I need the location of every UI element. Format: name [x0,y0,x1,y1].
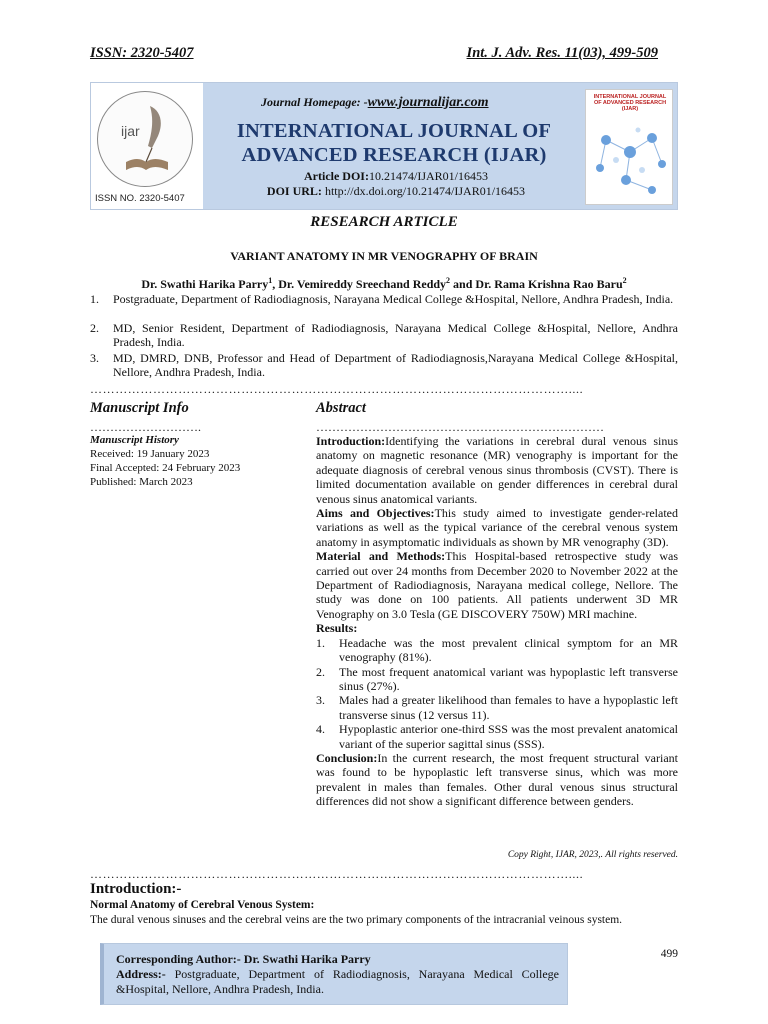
corresponding-address [116,967,559,997]
result-text: The most frequent anatomical variant was hypoplastic left transverse sinus (27%). [339,664,678,693]
aims-text: This study aimed to investigate gender-related variations as well as the typical variance of the cerebral venous system anatomy in asymptomatic individuals as shown by MR venography (3D). [316,506,678,549]
result-number: 4. [316,722,325,737]
affiliation-item [90,292,678,306]
abstract-body [316,434,678,809]
result-number: 3. [316,693,325,708]
manuscript-info-heading: Manuscript Info [90,400,189,416]
author-affiliation-mark: 1 [268,276,273,285]
author-list [90,276,678,292]
molecule-graphic [586,90,673,205]
manuscript-dots: ………………………. [90,420,201,434]
corresponding-author-label: Corresponding Author:- Dr. Swathi Harika Parry [116,952,371,966]
separator-line: …………………………………………………………………………………………………….... [90,867,584,881]
author-separator: , [272,277,279,291]
article-doi [211,169,581,184]
doi-url-label: DOI URL: [266,184,322,198]
journal-banner [90,82,678,210]
homepage-link[interactable]: www.journalijar.com [367,95,489,110]
introduction-label: Introduction: [316,434,386,448]
methods-label: Material and Methods: [316,549,446,564]
author-name: Dr. Rama Krishna Rao Baru [475,277,623,291]
result-item [316,722,678,751]
address-text: Postgraduate, Department of Radiodiagnosis, Narayana Medical College &Hospital, Nellore, Andhra Pradesh, India. [116,967,559,996]
abstract-introduction [316,434,678,506]
citation-header: Int. J. Adv. Res. 11(03), 499-509 [466,45,658,61]
doi-url-link[interactable]: http://dx.doi.org/10.21474/IJAR01/16453 [324,184,526,198]
conclusion-text: In the current research, the most frequent structural variant was found to be hypoplastic left transverse sinus, which was more prevalent in males than females. Other dural venous sinus structural differences did not show a significant difference between genders. [316,750,678,809]
abstract-dots: ……………………………………………………………… [316,420,604,434]
article-title: VARIANT ANATOMY IN MR VENOGRAPHY OF BRAIN [230,249,538,263]
journal-homepage [261,95,489,111]
result-item [316,665,678,694]
abstract-results-label [316,621,678,635]
author-name: Dr. Vemireddy Sreechand Reddy [278,277,447,291]
conclusion-label: Conclusion: [316,750,378,765]
result-text: Males had a greater likelihood than females to have a hypoplastic left transverse sinus (12 versus 11). [339,693,678,722]
affiliation-text: Postgraduate, Department of Radiodiagnosis, Narayana Medical College &Hospital, Nellore, Andhra Pradesh, India. [113,292,674,306]
corresponding-author-box [100,943,568,1005]
affiliation-number: 3. [90,351,99,365]
manuscript-history-label: Manuscript History [90,434,179,446]
affiliation-text: MD, DMRD, DNB, Professor and Head of Department of Radiodiagnosis,Narayana Medical College &Hospital, Nellore, Andhra Pradesh, India. [113,351,678,379]
abstract-heading: Abstract [316,400,366,416]
accepted-date: Final Accepted: 24 February 2023 [90,462,241,474]
methods-text: This Hospital-based retrospective study was carried out over 24 months from December 2020 to November 2022 at the Department of Radiodiagnosis, Narayana medical college, Nellore. The study was done on 100 patients. All patients underwent 3D MR Venography on 3.0 Tesla (GE DISCOVERY 750W) MRI machine. [316,549,679,621]
aims-label: Aims and Objectives: [316,506,435,521]
separator-line: …………………………………………………………………………………………………….... [90,382,584,396]
logo-issn: ISSN NO. 2320-5407 [95,193,185,204]
author-affiliation-mark: 2 [622,276,627,285]
article-doi-label: Article DOI: [304,169,369,183]
quill-book-icon [98,92,194,188]
affiliation-item [90,351,678,379]
result-item [316,636,678,665]
logo-text: ijar [121,123,140,139]
published-date: Published: March 2023 [90,476,193,488]
author-affiliation-mark: 2 [446,276,451,285]
ijar-logo [91,83,203,209]
address-label: Address:- [116,967,166,981]
cover-title: INTERNATIONAL JOURNAL OF ADVANCED RESEARCH (IJAR) [593,94,667,113]
introduction-heading: Introduction:- [90,881,182,897]
abstract-conclusion [316,751,678,809]
issn-header: ISSN: 2320-5407 [90,45,194,61]
result-number: 2. [316,664,325,679]
affiliation-number: 2. [90,321,99,335]
page-number: 499 [660,948,678,960]
received-date: Received: 19 January 2023 [90,448,210,460]
journal-title [209,119,579,167]
author-name: Dr. Swathi Harika Parry [141,277,269,291]
affiliation-text: MD, Senior Resident, Department of Radiodiagnosis, Narayana Medical College &Hospital, Nellore, Andhra Pradesh, India. [113,321,678,349]
journal-title-line2: ADVANCED RESEARCH (IJAR) [241,144,547,166]
result-text: Hypoplastic anterior one-third SSS was the most prevalent anatomical variant of the superior sagittal sinus (SSS). [339,722,678,751]
introduction-text: Identifying the variations in cerebral dural venous sinus anatomy on magnetic resonance (MR) venography is important for the adequate diagnosis of cerebral venous sinus thrombosis (CVST). There is limited documentation available on gender differences in cerebral dural venous sinus anatomical variants. [316,434,678,506]
copyright-notice: Copy Right, IJAR, 2023,. All rights reserved. [507,850,678,860]
introduction-subheading: Normal Anatomy of Cerebral Venous System: [90,899,315,911]
result-number: 1. [316,635,325,650]
affiliation-number: 1. [90,292,99,306]
result-text: Headache was the most prevalent clinical symptom for an MR venography (81%). [339,635,678,665]
introduction-text: The dural venous sinuses and the cerebral veins are the two primary components of the intracranial veinous system. [90,914,623,926]
homepage-label: Journal Homepage: - [261,95,368,109]
result-item [316,693,678,722]
results-label: Results: [316,621,358,636]
affiliation-item [90,321,678,349]
journal-cover-image [585,89,673,205]
article-doi-value: 10.21474/IJAR01/16453 [368,169,488,183]
doi-url [211,184,581,199]
author-separator: and [450,277,476,291]
article-type: RESEARCH ARTICLE [310,214,458,230]
abstract-methods [316,549,678,621]
journal-title-line1: INTERNATIONAL JOURNAL OF [236,120,552,142]
abstract-aims [316,506,678,549]
logo-circle [97,91,193,187]
